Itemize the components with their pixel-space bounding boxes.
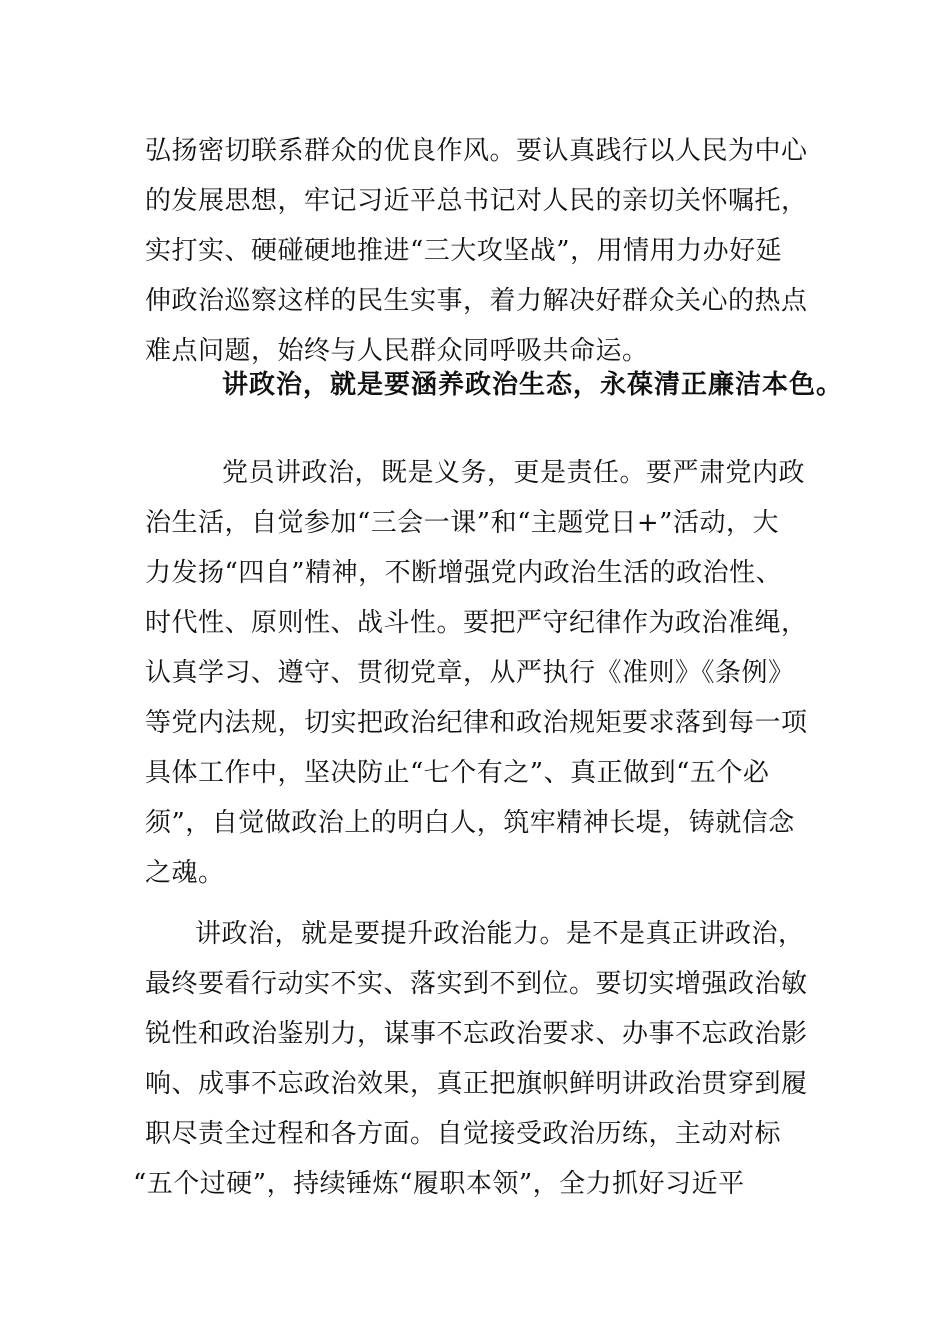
paragraph-line: 弘扬密切联系群众的优良作风。要认真践行以人民为中心	[145, 136, 808, 166]
paragraph-line: 伸政治巡察这样的民生实事，着力解决好群众关心的热点	[145, 286, 808, 316]
paragraph-line: 党员讲政治，既是义务，更是责任。要严肃党内政	[222, 458, 806, 488]
paragraph-line: 等党内法规，切实把政治纪律和政治规矩要求落到每一项	[145, 708, 808, 738]
section-heading: 讲政治，就是要涵养政治生态，永葆清正廉洁本色。	[222, 370, 844, 400]
paragraph-line: 最终要看行动实不实、落实到不到位。要切实增强政治敏	[145, 969, 808, 999]
paragraph-line: 时代性、原则性、战斗性。要把严守纪律作为政治准绳，	[145, 608, 808, 638]
paragraph-line: 讲政治，就是要提升政治能力。是不是真正讲政治，	[195, 919, 805, 949]
paragraph-line: 实打实、硬碰硬地推进“三大攻坚战”，用情用力办好延	[145, 236, 783, 266]
paragraph-line: 之魂。	[145, 858, 225, 888]
paragraph-line: 锐性和政治鉴别力，谋事不忘政治要求、办事不忘政治影	[145, 1019, 808, 1049]
paragraph-line: 响、成事不忘政治效果，真正把旗帜鲜明讲政治贯穿到履	[145, 1069, 808, 1099]
paragraph-line: 难点问题，始终与人民群众同呼吸共命运。	[145, 336, 649, 366]
paragraph-line: 须”，自觉做政治上的明白人，筑牢精神长堤，铸就信念	[145, 808, 795, 838]
paragraph-line: 职尽责全过程和各方面。自觉接受政治历练，主动对标	[145, 1119, 782, 1149]
paragraph-line: “五个过硬”，持续锤炼“履职本领”，全力抓好习近平	[133, 1169, 745, 1199]
paragraph-line: 力发扬“四自”精神，不断增强党内政治生活的政治性、	[145, 558, 783, 588]
paragraph-line: 认真学习、遵守、贯彻党章，从严执行《准则》《条例》	[145, 658, 795, 688]
paragraph-line: 的发展思想，牢记习近平总书记对人民的亲切关怀嘱托，	[145, 186, 808, 216]
paragraph-line: 具体工作中，坚决防止“七个有之”、真正做到“五个必	[145, 758, 770, 788]
paragraph-line: 治生活，自觉参加“三会一课”和“主题党日+”活动，大	[145, 508, 779, 538]
